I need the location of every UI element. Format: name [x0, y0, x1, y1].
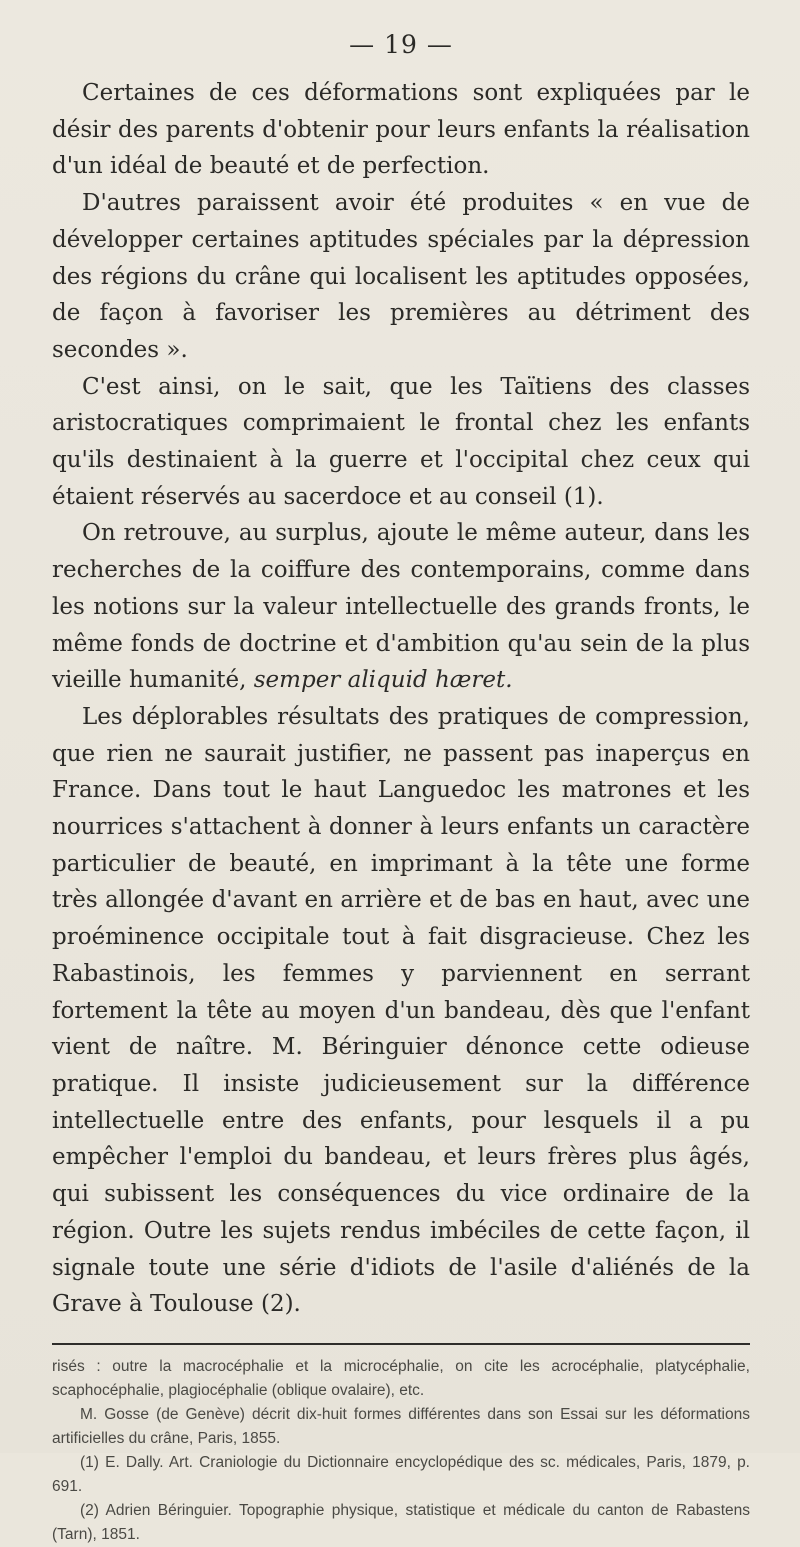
footnotes: [52, 1355, 750, 1547]
footnote-continued: risés : outre la macrocéphalie et la microcéphalie, on cite les acrocéphalie, platycéphalie, scaphocéphalie, plagiocéphalie (oblique ovalaire), etc.: [52, 1357, 750, 1399]
paragraph-3: C'est ainsi, on le sait, que les Taïtiens des classes aristocratiques comprimaient le frontal chez les enfants qu'ils destinaient à la guerre et l'occipital chez ceux qui étaient réservés au sacerdoce et au conseil (1).: [52, 373, 750, 510]
paragraph-5: Les déplorables résultats des pratiques de compression, que rien ne saurait justifier, ne passent pas inaperçus en France. Dans tout le haut Languedoc les matrones et les nourrices s'attachent à donner à leurs enfants un caractère particulier de beauté, en imprimant à la tête une forme très allongée d'avant en arrière et de bas en haut, avec une proéminence occipitale tout à fait disgracieuse. Chez les Rabastinois, les femmes y parviennent en serrant fortement la tête au moyen d'un bandeau, dès que l'enfant vient de naître. M. Béringuier dénonce cette odieuse pratique. Il insiste judicieusement sur la différence intellectuelle entre des enfants, pour lesquels il a pu empêcher l'emploi du bandeau, et leurs frères plus âgés, qui subissent les conséquences du vice ordinaire de la région. Outre les sujets rendus imbéciles de cette façon, il signale toute une série d'idiots de l'asile d'aliénés de la Grave à Toulouse (2).: [52, 703, 750, 1318]
paragraph-2: D'autres paraissent avoir été produites « en vue de développer certaines aptitudes spéciales par la dépression des régions du crâne qui localisent les aptitudes opposées, de façon à favoriser les premières au détriment des secondes ».: [52, 190, 750, 363]
paragraph-1: Certaines de ces déformations sont expliquées par le désir des parents d'obtenir pour leurs enfants la réalisation d'un idéal de beauté et de perfection.: [52, 80, 750, 180]
footnote-gosse: M. Gosse (de Genève) décrit dix-huit formes différentes dans son Essai sur les déformations artificielles du crâne, Paris, 1855.: [52, 1405, 750, 1447]
latin-quote: semper aliquid hæret.: [253, 667, 513, 694]
paragraph-4: [52, 515, 750, 699]
footnote-1: (1) E. Dally. Art. Craniologie du Dictionnaire encyclopédique des sc. médicales, Paris, 1879, p. 691.: [52, 1453, 750, 1495]
main-text: [52, 75, 750, 1323]
paragraph-4-text: On retrouve, au surplus, ajoute le même auteur, dans les recherches de la coiffure des contemporains, comme dans les notions sur la valeur intellectuelle des grands fronts, le même fonds de doctrine et d'ambition qu'au sein de la plus vieille humanité,: [52, 520, 750, 694]
page-number: — 19 —: [349, 30, 453, 59]
footnote-separator: [52, 1343, 750, 1345]
footnote-2: (2) Adrien Béringuier. Topographie physique, statistique et médicale du canton de Rabastens (Tarn), 1851.: [52, 1501, 750, 1543]
